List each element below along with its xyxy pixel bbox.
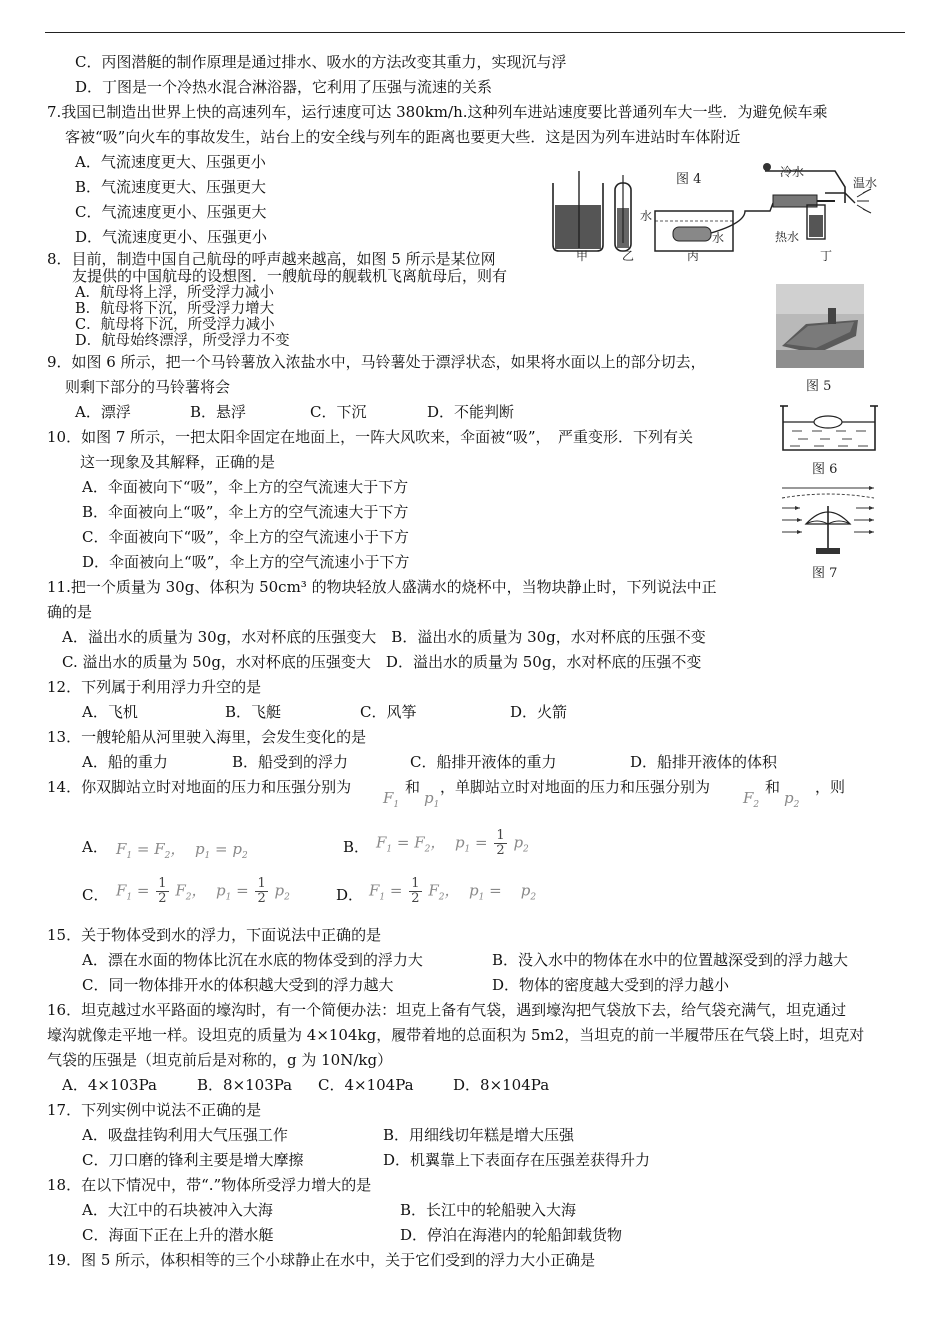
option-text: C. 溢出水的质量为 50g，水对杯底的压强变大 D．溢出水的质量为 50g，水对杯底的压强不变 [62, 653, 702, 671]
question-7-text: 7.我国已制造出世界上快的高速列车，运行速度可达 380km/h.这种列车进站速度要比普通列车大一些．为避免候车乘 [47, 103, 828, 121]
figure-4-label: 温水 [853, 176, 878, 190]
option-text: A．气流速度更大、压强更小 [75, 153, 266, 171]
option-text: A．飞机 [82, 703, 138, 721]
figure-4-label: 热水 [775, 230, 800, 244]
option-label: C． [82, 886, 109, 904]
question-16-text: 气袋的压强是（坦克前后是对称的，g 为 10N/kg） [47, 1051, 393, 1069]
option-text: D．航母始终漂浮，所受浮力不变 [75, 333, 290, 349]
option-text: C．船排开液体的重力 [410, 753, 557, 771]
option-text: B．飞艇 [225, 703, 282, 721]
option-text: D．气流速度更小、压强更小 [75, 228, 268, 246]
figure-7-umbrella-wind [780, 482, 878, 558]
question-8-text: 友提供的中国航母的设想图．一艘航母的舰载机飞离航母后，则有 [72, 267, 508, 285]
option-text: D．火箭 [510, 703, 568, 721]
option-text: D．8×104Pa [453, 1076, 550, 1094]
option-text: C．下沉 [310, 403, 367, 421]
option-text: B．8×103Pa [197, 1076, 293, 1094]
option-text: C．海面下正在上升的潜水艇 [82, 1226, 274, 1244]
option-text: A．船的重力 [82, 753, 168, 771]
option-text: D．机翼靠上下表面存在压强差获得升力 [383, 1151, 651, 1169]
formula-option-d: $F_1$ = $\frac{1}{2}$ $F_2$， $p_1$ = $p_2$ [369, 876, 537, 906]
option-text: C．同一物体排开水的体积越大受到的浮力越大 [82, 976, 394, 994]
question-9-text: 9．如图 6 所示，把一个马铃薯放入浓盐水中，马铃薯处于漂浮状态，如果将水面以上的部分切去， [47, 353, 706, 371]
question-12-text: 12．下列属于利用浮力升空的是 [47, 678, 262, 696]
option-text: B．悬浮 [190, 403, 247, 421]
option-text: C．4×104Pa [318, 1076, 414, 1094]
header-rule [45, 32, 905, 33]
question-13-text: 13．一艘轮船从河里驶入海里，会发生变化的是 [47, 728, 367, 746]
option-text: A．4×103Pa [62, 1076, 157, 1094]
option-text: D．伞面被向上“吸”，伞上方的空气流速小于下方 [82, 553, 410, 571]
figure-5-caption: 图 5 [806, 379, 832, 394]
option-text: C．航母将下沉，所受浮力减小 [75, 317, 275, 333]
question-10-text: 10．如图 7 所示，一把太阳伞固定在地面上，一阵大风吹来，伞面被“吸”， 严重变形．下列有关 [47, 428, 694, 446]
option-text: A．漂浮 [75, 403, 131, 421]
option-text: A．航母将上浮，所受浮力减小 [75, 285, 274, 301]
figure-4-label: 水 [640, 209, 653, 223]
question-15-text: 15．关于物体受到水的浮力，下面说法中正确的是 [47, 926, 382, 944]
question-11-text: 11.把一个质量为 30g、体积为 50cm³ 的物块轻放人盛满水的烧杯中，当物块静止时，下列说法中正 [47, 578, 717, 596]
question-8-text: 8．目前，制造中国自己航母的呼声越来越高，如图 5 所示是某位网 [47, 250, 496, 268]
question-17-text: 17．下列实例中说法不正确的是 [47, 1101, 262, 1119]
option-text: D．不能判断 [427, 403, 515, 421]
figure-4-label: 甲 [576, 249, 589, 263]
formula-option-a: $F_1 = F_2$， $p_1 = p_2$ [116, 840, 248, 861]
option-text: C．伞面被向下“吸”，伞上方的空气流速小于下方 [82, 528, 409, 546]
figure-5-carrier-photo [776, 284, 864, 368]
option-text: C．气流速度更小、压强更大 [75, 203, 267, 221]
question-19-text: 19．图 5 所示，体积相等的三个小球静止在水中，关于它们受到的浮力大小正确是 [47, 1251, 596, 1269]
figure-4-label: 冷水 [780, 165, 805, 179]
option-label: A． [82, 838, 108, 856]
formula-F1: $F_1$ [383, 789, 400, 810]
formula-p2: $p_2$ [784, 789, 800, 810]
formula-F2: $F_2$ [743, 789, 760, 810]
option-text: A．吸盘挂钩利用大气压强工作 [82, 1126, 288, 1144]
figure-6-caption: 图 6 [812, 462, 838, 477]
question-10-text: 这一现象及其解释，正确的是 [80, 453, 276, 471]
question-9-text: 则剩下部分的马铃薯将会 [65, 378, 231, 396]
option-text: A．大江中的石块被冲入大海 [82, 1201, 273, 1219]
option-text: B．长江中的轮船驶入大海 [400, 1201, 577, 1219]
option-text: D．物体的密度越大受到的浮力越小 [492, 976, 730, 994]
formula-p1: $p_1$ [424, 789, 440, 810]
option-text: A．漂在水面的物体比沉在水底的物体受到的浮力大 [82, 951, 423, 969]
figure-4-label: 丙 [687, 249, 700, 263]
figure-7-caption: 图 7 [812, 566, 838, 581]
question-7-text: 客被“吸”向火车的事故发生，站台上的安全线与列车的距离也要更大些．这是因为列车进站时车体附近 [65, 128, 741, 146]
option-text: A．伞面被向下“吸”，伞上方的空气流速大于下方 [82, 478, 409, 496]
option-text: B．航母将下沉，所受浮力增大 [75, 301, 275, 317]
figure-4-label: 丁 [820, 249, 833, 263]
option-label: D． [336, 886, 364, 904]
option-text: D．停泊在海港内的轮船卸载货物 [400, 1226, 623, 1244]
option-text: C．刀口磨的锋利主要是增大摩擦 [82, 1151, 304, 1169]
option-text: D．船排开液体的体积 [630, 753, 778, 771]
option-text: A．溢出水的质量为 30g，水对杯底的压强变大 B．溢出水的质量为 30g，水对杯底的压强不变 [62, 628, 706, 646]
figure-6-potato-beaker [780, 404, 878, 454]
option-text: B．没入水中的物体在水中的位置越深受到的浮力越大 [492, 951, 849, 969]
question-18-text: 18．在以下情况中，带“.”物体所受浮力增大的是 [47, 1176, 372, 1194]
question-16-text: 16．坦克越过水平路面的壕沟时，有一个简便办法：坦克上备有气袋，遇到壕沟把气袋放下去，给气袋充满气，坦克通过 [47, 1001, 847, 1019]
figure-4-apparatus [545, 153, 885, 263]
figure-4-caption: 图 4 [676, 172, 702, 187]
figure-4-label: 乙 [622, 249, 635, 263]
question-11-text: 确的是 [47, 603, 93, 621]
question-16-text: 壕沟就像走平地一样。设坦克的质量为 4×104kg，履带着地的总面积为 5m2，当坦克的前一半履带压在气袋上时，坦克对 [47, 1026, 865, 1044]
option-text: B．伞面被向上“吸”，伞上方的空气流速大于下方 [82, 503, 409, 521]
option-label: B． [343, 838, 370, 856]
option-text: B．气流速度更大、压强更大 [75, 178, 267, 196]
figure-4-label: 水 [712, 231, 725, 245]
formula-option-c: $F_1$ = $\frac{1}{2}$ $F_2$， $p_1$ = $\frac{1}{2}$ $p_2$ [116, 876, 290, 906]
option-text: C．风筝 [360, 703, 417, 721]
option-text: D．丁图是一个冷热水混合淋浴器，它利用了压强与流速的关系 [75, 78, 493, 96]
formula-option-b: $F_1 = F_2$， $p_1$ = $\frac{1}{2}$ $p_2$ [376, 828, 529, 858]
option-text: C．丙图潜艇的制作原理是通过排水、吸水的方法改变其重力，实现沉与浮 [75, 53, 567, 71]
option-text: B．船受到的浮力 [232, 753, 349, 771]
option-text: B．用细线切年糕是增大压强 [383, 1126, 575, 1144]
